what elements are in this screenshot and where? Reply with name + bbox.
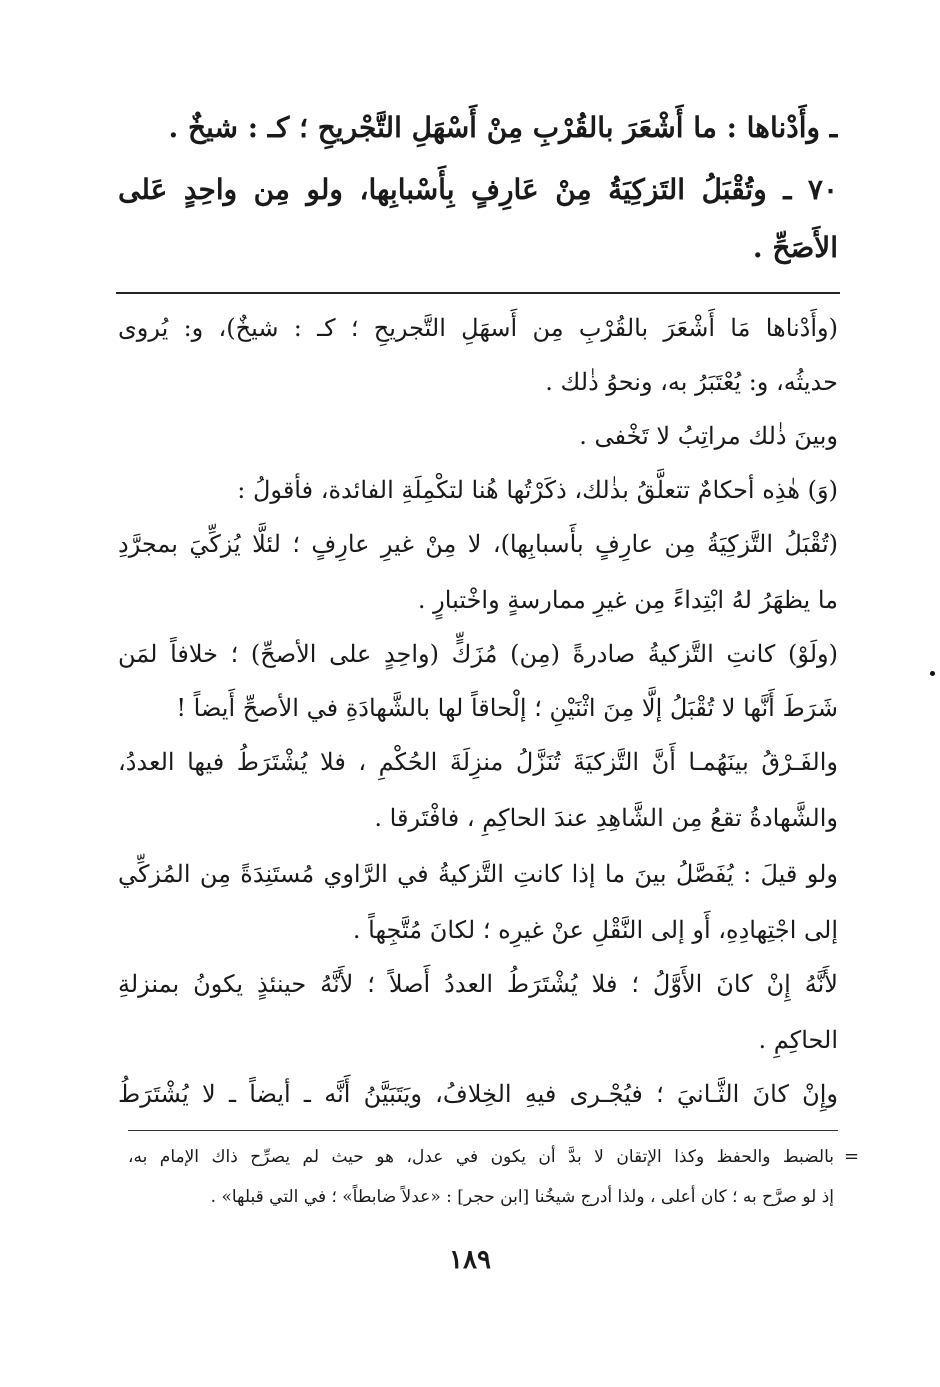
footnote-line-2: إذ لو صرَّح به ؛ كان أعلى ، ولذا أدرج شيخُنا [ابن حجر] : «عدلاً ضابطاً» ؛ في التي قبلها» . [210,1187,834,1207]
sharh-line-2: حديثُه، و: يُعْتَبَرُ به، ونحوُ ذٰلك . [545,368,838,396]
margin-dot [930,671,935,676]
sharh-line-8: شَرَطَ أَنَّها لا تُقْبَلُ إلَّا مِنَ اثْنَيْنِ ؛ إلْحاقاً لها بالشَّهادَةِ في الأصحِّ أَيضاً ! [176,694,838,722]
sharh-line-12: إلى اجْتِهادِهِ، أَو إلى النَّقْلِ عنْ غيرِه ؛ لكانَ مُتَّجِهاً . [352,916,838,944]
matn-line-2: ٧٠ ـ وتُقْبَلُ التَزكِيَةُ مِنْ عَارِفٍ بِأَسْبابِها، ولو مِن واحِدٍ عَلى [118,173,838,206]
sharh-line-6: ما يظهَرُ لهُ ابْتِداءً مِن غيرِ ممارسةٍ واخْتبارٍ . [417,586,838,614]
sharh-line-5: (تُقْبَلُ التَّزكِيَةُ مِن عارِفٍ بأَسبابِها)، لا مِنْ غيرِ عارِفٍ ؛ لئلَّا يُزكِّيَ بمجرَّدِ [118,530,838,558]
sharh-line-10: والشَّهادةُ تقعُ مِن الشَّاهِدِ عندَ الحاكِمِ ، فافْتَرقا . [374,804,838,832]
footnote-continuation-marker: = [844,1146,860,1167]
sharh-line-13: لأَنَّهُ إِنْ كانَ الأَوَّلُ ؛ فلا يُشْتَرَطُ العددُ أَصلاً ؛ لأَنَّهُ حينئذٍ يكونُ بمنزلةِ [118,970,838,998]
sharh-line-14: الحاكِمِ . [758,1026,838,1054]
sharh-line-7: (ولَوْ) كانتِ التَّزكيةُ صادرةً (مِن) مُزَكٍّ (واحِدٍ على الأصحِّ) ؛ خلافاً لمَن [118,640,838,668]
page-number: ١٨٩ [449,1245,491,1275]
footnote-separator-rule [128,1130,838,1131]
matn-line-1: ـ وأَدْناها : ما أَشْعَرَ بالقُرْبِ مِنْ أَسْهَلِ التَّجْريحِ ؛ كـ : شيخٌ . [168,111,838,144]
matn-separator-rule [116,292,840,294]
sharh-line-1: (وأَدْناها مَا أَشْعَرَ بالقُرْبِ مِن أَسهَلِ التَّجريحِ ؛ كـ : شيخٌ)، و: يُروى [118,314,838,342]
sharh-line-3: وبينَ ذٰلك مراتِبُ لا تَخْفى . [579,422,838,450]
sharh-line-15: وإِنْ كانَ الثَّـانيَ ؛ فيُجْـرى فيهِ الخِلافُ، ويَتَبَيَّنُ أَنَّه ـ أيضاً ـ لا يُشْتَرَطُ [118,1080,838,1108]
matn-line-3: الأَصَحِّ . [752,231,838,264]
sharh-line-4: (وَ) هٰذِه أحكامٌ تتعلَّقُ بذٰلك، ذكَرْتُها هُنا لتكْمِلَةِ الفائدة، فأقولُ : [237,476,838,504]
sharh-line-11: ولو قيلَ : يُفَصَّلُ بينَ ما إذا كانتِ التَّزكيةُ في الرَّاوي مُستَنِدَةً مِن المُزكِّي [118,860,838,888]
sharh-line-9: والفَـرْقُ بينَهُمـا أَنَّ التَّزكيَةَ تُنَزَّلُ منزِلَةَ الحُكْمِ ، فلا يُشْتَرَطُ فيها العددُ، [118,748,838,776]
footnote-line-1: بالضبط والحفظ وكذا الإتقان لا بدَّ أن يكون في عدل، هو حيث لم يصرِّح ذاك الإمام به، [128,1147,834,1167]
